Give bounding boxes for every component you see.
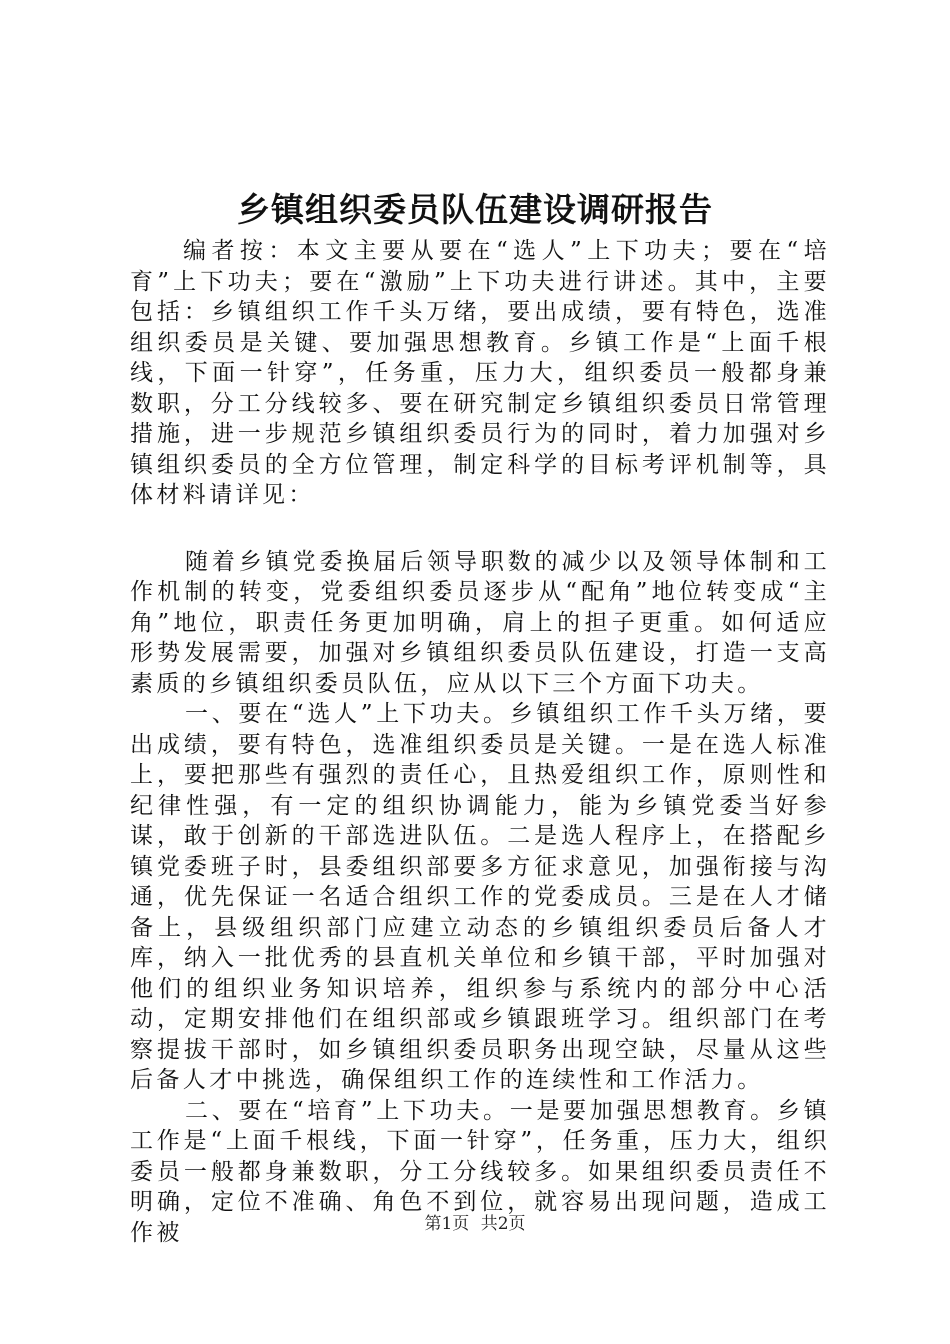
page-number-total: 共2页 (480, 1214, 526, 1234)
page-number-current: 第1页 (424, 1214, 470, 1234)
document-title: 乡镇组织委员队伍建设调研报告 (237, 190, 713, 229)
editor-note-paragraph: 编者按：本文主要从要在“选人”上下功夫；要在“培育”上下功夫；要在“激励”上下功夫进行讲述。其中，主要包括：乡镇组织工作千头万绪，要出成绩，要有特色，选准组织委员是关键、要加强思想教育。乡镇工作是“上面千根线，下面一针穿”，任务重，压力大，组织委员一般都身兼数职，分工分线较多、要在研究制定乡镇组织委员日常管理措施，进一步规范乡镇组织委员行为的同时，着力加强对乡镇组织委员的全方位管理，制定科学的目标考评机制等，具体材料请详见： (130, 238, 830, 508)
body-paragraph-3: 二、要在“培育”上下功夫。一是要加强思想教育。乡镇工作是“上面千根线，下面一针穿”，任务重，压力大，组织委员一般都身兼数职，分工分线较多。如果组织委员责任不明确，定位不准确、角色不到位，就容易出现问题，造成工作被 (130, 1097, 830, 1246)
body-paragraph-2: 一、要在“选人”上下功夫。乡镇组织工作千头万绪，要出成绩，要有特色，选准组织委员是关键。一是在选人标准上，要把那些有强烈的责任心，且热爱组织工作，原则性和纪律性强，有一定的组织协调能力，能为乡镇党委当好参谋，敢于创新的干部选进队伍。二是选人程序上，在搭配乡镇党委班子时，县委组织部要多方征求意见，加强衔接与沟通，优先保证一名适合组织工作的党委成员。三是在人才储备上，县级组织部门应建立动态的乡镇组织委员后备人才库，纳入一批优秀的县直机关单位和乡镇干部，平时加强对他们的组织业务知识培养，组织参与系统内的部分中心活动，定期安排他们在组织部或乡镇跟班学习。组织部门在考察提拔干部时，如乡镇组织委员职务出现空缺，尽量从这些后备人才中挑选，确保组织工作的连续性和工作活力。 (130, 701, 830, 1093)
body-paragraph-1: 随着乡镇党委换届后领导职数的减少以及领导体制和工作机制的转变，党委组织委员逐步从“配角”地位转变成“主角”地位，职责任务更加明确，肩上的担子更重。如何适应形势发展需要，加强对乡镇组织委员队伍建设，打造一支高素质的乡镇组织委员队伍，应从以下三个方面下功夫。 (130, 548, 830, 697)
paragraph-gap (130, 511, 830, 547)
document-body (130, 236, 830, 1248)
page-footer (0, 1212, 950, 1236)
